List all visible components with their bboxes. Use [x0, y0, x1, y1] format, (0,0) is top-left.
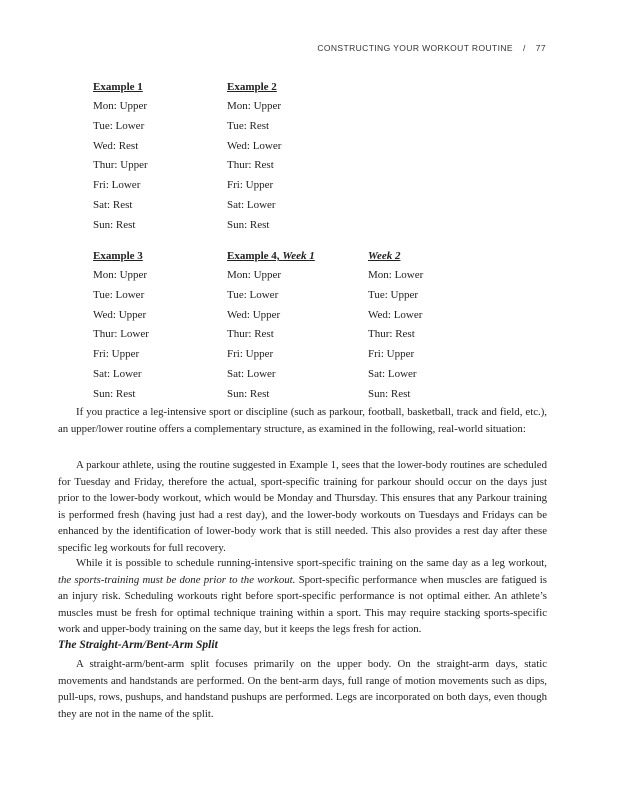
example-3-day: Mon: Upper: [93, 269, 148, 281]
example-1-day: Wed: Rest: [93, 139, 139, 152]
example-1-day: Sat: Rest: [93, 198, 133, 211]
example-3-title: Example 3: [93, 250, 143, 262]
week-2-day: Mon: Lower: [368, 269, 424, 281]
running-header: [317, 43, 546, 53]
example-4-week-1-schedule: [227, 246, 315, 405]
example-3-day: Thur: Lower: [93, 328, 149, 341]
paragraph-parkour-example: [58, 457, 547, 557]
paragraph-sport-specific: [58, 555, 547, 638]
example-2-schedule: [227, 77, 281, 236]
example-1-day: Thur: Upper: [93, 159, 148, 172]
example-1-schedule: [93, 77, 148, 236]
week-2-day: Tue: Upper: [368, 288, 419, 301]
example-4-week-label: Week 1: [282, 250, 315, 262]
example-2-day: Sun: Rest: [227, 218, 270, 231]
example-1-title: Example 1: [93, 81, 143, 93]
paragraph-text-end: Sport-specific performance when muscles are fatigued is an injury risk. Scheduling workouts right before sport-specific performance is not optimal either. An athlete’s muscles must be fresh for optimal technique training within a sport. This may require stacking sports-specific work and upper-body training on the same day, but it keeps the legs fresh for action.: [58, 573, 548, 636]
week-2-day: Sun: Rest: [368, 387, 411, 400]
example-4-week-2-schedule: [368, 246, 423, 405]
paragraph-emphasis: the sports-training must be done prior to the workout.: [58, 573, 296, 586]
example-4-day: Sun: Rest: [227, 387, 270, 400]
paragraph-text: A straight-arm/bent-arm split focuses primarily on the upper body. On the straight-arm days, static movements and handstands are performed. On the bent-arm days, full range of motion movements such as dips, pull-ups, rows, pushups, and handstand pushups are performed. Legs are incorporated on both days, even though they are not in the name of the split.: [58, 658, 547, 720]
example-2-day: Mon: Upper: [227, 100, 282, 112]
example-4-day: Mon: Upper: [227, 269, 282, 281]
example-1-day: Tue: Lower: [93, 119, 145, 132]
section-heading: The Straight-Arm/Bent-Arm Split: [58, 639, 218, 651]
week-2-title: [368, 246, 423, 266]
example-2-day: Sat: Lower: [227, 198, 276, 211]
paragraph-text-start: While it is possible to schedule running-intensive sport-specific training on the same day as a leg workout,: [76, 557, 547, 569]
paragraph-text: A parkour athlete, using the routine suggested in Example 1, sees that the lower-body routines are scheduled for Tuesday and Friday, therefore the actual, sport-specific training for parkour should occur on the days just prior to the lower-body workout, which would be Monday and Thursday. This ensures that any Parkour training is performed fresh (having just had a rest day), and the lower-body workouts on Tuesdays and Fridays can be enhanced by the identification of lower-body work that is still needed. This also provides a rest day after these specific leg workouts for full recovery.: [58, 459, 547, 554]
example-3-day: Sun: Rest: [93, 387, 136, 400]
example-3-day: Wed: Upper: [93, 308, 147, 321]
example-4-day: Fri: Upper: [227, 348, 274, 361]
example-2-day: Fri: Upper: [227, 179, 274, 192]
week-2-day: Thur: Rest: [368, 328, 415, 341]
example-3-day: Sat: Lower: [93, 367, 142, 380]
week-2-label: Week 2: [368, 250, 401, 262]
example-4-title: [227, 246, 315, 266]
example-4-day: Thur: Rest: [227, 328, 274, 341]
example-3-day: Tue: Lower: [93, 288, 145, 301]
example-4-day: Sat: Lower: [227, 367, 276, 380]
week-2-day: Sat: Lower: [368, 367, 417, 380]
example-1-day: Sun: Rest: [93, 218, 136, 231]
paragraph-leg-intensive: [58, 404, 547, 437]
paragraph-text: If you practice a leg-intensive sport or discipline (such as parkour, football, basketball, track and field, etc.), an upper/lower routine offers a complementary structure, as examined in the following, real-world situation:: [58, 406, 547, 435]
week-2-day: Wed: Lower: [368, 308, 423, 321]
header-separator: /: [522, 43, 526, 53]
page-number: 77: [535, 43, 546, 53]
example-3-day: Fri: Upper: [93, 348, 140, 361]
example-3-schedule: [93, 246, 149, 405]
example-2-day: Thur: Rest: [227, 159, 274, 172]
paragraph-straight-arm-split: [58, 656, 547, 722]
paragraph-text: [58, 555, 547, 638]
week-2-day: Fri: Upper: [368, 348, 415, 361]
example-1-day: Mon: Upper: [93, 100, 148, 112]
example-4-day: Wed: Upper: [227, 308, 281, 321]
example-4-title-prefix: Example 4,: [227, 250, 283, 262]
example-1-day: Fri: Lower: [93, 179, 141, 192]
example-4-day: Tue: Lower: [227, 288, 279, 301]
example-2-title: Example 2: [227, 81, 277, 93]
example-2-day: Wed: Lower: [227, 139, 282, 152]
example-2-day: Tue: Rest: [227, 119, 270, 132]
chapter-title: CONSTRUCTING YOUR WORKOUT ROUTINE: [317, 43, 513, 53]
